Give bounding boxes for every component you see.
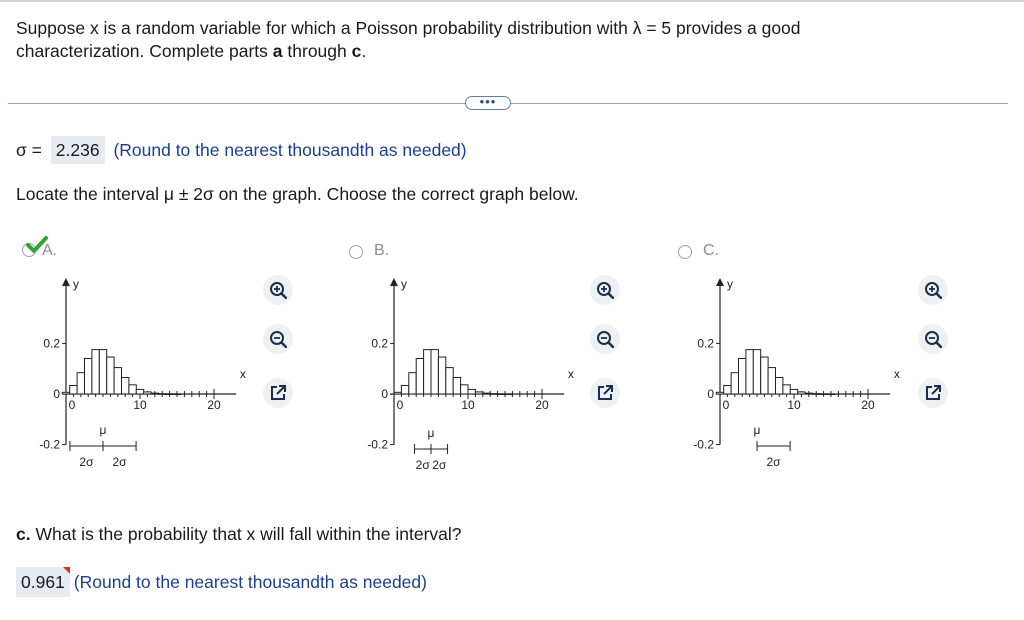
y-axis-label: y [401,277,407,291]
histogram-bar [475,392,482,394]
zoom-out-button[interactable] [590,324,620,354]
part-c-ref: c [351,41,362,61]
external-link-icon [269,384,287,402]
histogram-bar [77,373,84,394]
histogram-bar [746,350,753,394]
histogram-bar [438,357,445,394]
external-link-icon [596,384,614,402]
probability-hint: (Round to the nearest thousandth as needed) [73,572,427,592]
feedback-marker [63,567,70,574]
histogram-bar [159,394,166,395]
y-tick-label: 0 [53,387,60,401]
part-c-label: c. [16,524,31,544]
graph-a [20,268,250,488]
histogram-bar [453,377,460,394]
x-tick-label: 20 [535,398,549,412]
histogram-bar [768,368,775,394]
y-axis-arrow [390,278,398,286]
histogram-bar [99,350,106,394]
zoom-out-icon [924,330,942,348]
histogram-bar [820,394,827,395]
two-sigma-label: 2σ [415,458,430,472]
histogram-bar [739,358,746,394]
histogram-bar [394,392,401,394]
y-tick-label: 0.2 [43,336,60,351]
zoom-in-icon [596,281,614,299]
open-new-window-button[interactable] [590,378,620,408]
part-c-question [16,524,462,545]
y-tick-label: 0 [707,387,714,401]
histogram-bar [805,393,812,394]
sigma-hint: (Round to the nearest thousandth as needed) [113,140,467,160]
histogram-bar [731,373,738,394]
histogram-bar [431,350,438,394]
y-tick-label: 0.2 [697,336,714,351]
graph-c [674,268,904,488]
zoom-in-icon [924,281,942,299]
y-axis-label: y [727,277,733,291]
x-axis-label: x [893,367,900,381]
mu-label: μ [427,426,435,440]
histogram-bar [716,392,723,394]
question-mid: through [282,41,352,61]
histogram-bar [151,393,158,394]
histogram-bar [776,377,783,394]
y-axis-arrow [716,278,724,286]
y-tick-label: -0.2 [693,437,714,452]
y-tick-label: 0 [381,387,388,401]
option-b-label: B. [374,242,390,259]
x-tick-label: 20 [207,398,221,412]
two-sigma-label: 2σ [79,455,94,469]
zoom-out-button[interactable] [918,324,948,354]
zoom-in-button[interactable] [590,275,620,305]
histogram-bar [62,392,69,394]
y-axis-arrow [62,278,70,286]
histogram-bar [424,350,431,394]
option-c-radio[interactable] [678,245,692,259]
probability-answer-field[interactable] [16,567,70,597]
y-tick-label: 0.2 [371,336,388,351]
open-new-window-button[interactable] [263,378,293,408]
histogram-bar [483,393,490,394]
histogram-bar [173,394,180,395]
histogram-bar [122,377,129,394]
x-tick-label: 0 [68,398,76,412]
histogram-bar [813,394,820,395]
part-c-text: What is the probability that x will fall within the interval? [30,524,462,544]
x-axis-label: x [239,367,246,381]
histogram-bar [461,385,468,394]
mu-label: μ [753,423,761,437]
part-a-ref: a [272,41,283,61]
histogram-bar [505,394,512,395]
probability-value: 0.961 [21,572,65,592]
x-tick-label: 0 [722,398,730,412]
histogram-bar [114,368,121,394]
open-new-window-button[interactable] [918,378,948,408]
x-tick-label: 10 [461,398,475,412]
histogram-bar [92,350,99,394]
option-a-label: A. [42,242,58,259]
histogram-bar [136,389,143,394]
x-tick-label: 10 [787,398,801,412]
histogram-bar [827,394,834,395]
histogram-bar [70,385,77,394]
x-tick-label: 0 [396,398,404,412]
zoom-in-button[interactable] [918,275,948,305]
histogram-bar [409,373,416,394]
question-body: Suppose x is a random variable for which a Poisson probability distribution with λ = 5 provides a good characterization. Complete parts [16,18,801,61]
zoom-out-icon [269,330,287,348]
probability-answer-row [16,567,427,597]
histogram-bar [85,358,92,394]
histogram-bar [490,394,497,395]
option-b-radio[interactable] [349,245,363,259]
expand-more-button[interactable]: ••• [465,96,511,110]
histogram-bar [144,392,151,394]
histogram-bar [468,389,475,394]
histogram-bar [166,394,173,395]
locate-prompt: Locate the interval μ ± 2σ on the graph. Choose the correct graph below. [16,184,579,204]
histogram-bar [724,385,731,394]
y-tick-label: -0.2 [367,437,388,452]
x-tick-label: 10 [133,398,147,412]
zoom-out-icon [596,330,614,348]
question-end: . [361,41,367,61]
two-sigma-label: 2σ [766,455,781,469]
zoom-in-button[interactable] [263,275,293,305]
y-axis-label: y [73,277,79,291]
sigma-answer-field[interactable]: 2.236 [51,136,105,164]
histogram-bar [783,385,790,394]
histogram-bar [446,368,453,394]
histogram-bar [761,357,768,394]
y-tick-label: -0.2 [39,437,60,452]
histogram-bar [498,394,505,395]
zoom-in-icon [269,281,287,299]
histogram-bar [107,357,114,394]
zoom-out-button[interactable] [263,324,293,354]
x-tick-label: 20 [861,398,875,412]
question-text [16,17,916,63]
mu-label: μ [99,423,107,437]
sigma-answer-row [16,136,467,164]
option-c-label: C. [703,242,719,259]
histogram-bar [790,389,797,394]
two-sigma-label: 2σ [112,455,127,469]
sigma-label: σ = [16,140,42,160]
two-sigma-label: 2σ [432,458,447,472]
histogram-bar [129,385,136,394]
graph-b [348,268,578,488]
histogram-bar [753,350,760,394]
top-border [0,0,1024,2]
histogram-bar [416,358,423,394]
histogram-bar [401,385,408,394]
external-link-icon [924,384,942,402]
x-axis-label: x [567,367,574,381]
histogram-bar [798,392,805,394]
